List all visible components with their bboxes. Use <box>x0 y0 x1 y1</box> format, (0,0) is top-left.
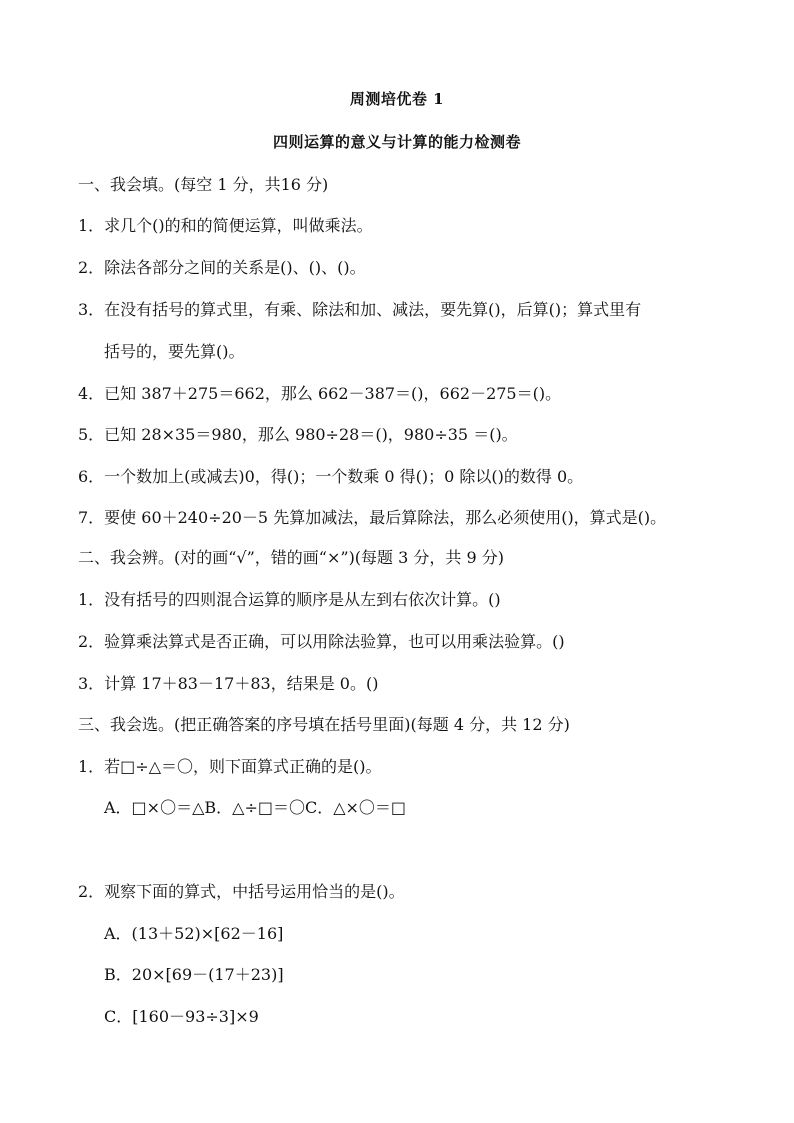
question-1-7: 7．要使 60＋240÷20－5 先算加减法，最后算除法，那么必须使用()，算式是()。 <box>78 508 667 527</box>
question-1-2: 2．除法各部分之间的关系是()、()、()。 <box>78 258 366 277</box>
question-1-4: 4．已知 387＋275＝662，那么 662－387＝()，662－275＝()。 <box>78 384 562 403</box>
question-1-5: 5．已知 28×35＝980，那么 980÷28＝()，980÷35 ＝()。 <box>78 425 518 444</box>
question-2-1: 1．没有括号的四则混合运算的顺序是从左到右依次计算。() <box>78 590 501 609</box>
question-2-3: 3．计算 17＋83－17＋83，结果是 0。() <box>78 674 379 693</box>
question-3-2-option-c: C．[160－93÷3]×9 <box>104 1007 259 1026</box>
question-3-1: 1．若□÷△＝〇，则下面算式正确的是()。 <box>78 757 382 776</box>
question-1-3-line1: 3．在没有括号的算式里，有乘、除法和加、减法，要先算()，后算()；算式里有 <box>78 300 642 319</box>
section-3-heading: 三、我会选。(把正确答案的序号填在括号里面)(每题 4 分，共 12 分) <box>78 715 570 734</box>
section-2-heading: 二、我会辨。(对的画“√”，错的画“×”)(每题 3 分，共 9 分) <box>78 548 504 567</box>
question-3-2: 2．观察下面的算式，中括号运用恰当的是()。 <box>78 882 405 901</box>
question-3-1-options: A．□×〇＝△B．△÷□＝〇C．△×〇＝□ <box>104 798 407 817</box>
page-subtitle: 四则运算的意义与计算的能力检测卷 <box>272 133 521 151</box>
question-1-1: 1．求几个()的和的简便运算，叫做乘法。 <box>78 216 373 235</box>
question-2-2: 2．验算乘法算式是否正确，可以用除法验算，也可以用乘法验算。() <box>78 632 565 651</box>
page-title: 周测培优卷 1 <box>349 90 445 108</box>
question-1-6: 6．一个数加上(或减去)0，得()；一个数乘 0 得()；0 除以()的数得 0。 <box>78 467 584 486</box>
question-1-3-line2: 括号的，要先算()。 <box>104 342 245 361</box>
question-3-2-option-a: A．(13＋52)×[62－16] <box>104 924 284 943</box>
question-3-2-option-b: B．20×[69－(17＋23)] <box>104 965 284 984</box>
section-1-heading: 一、我会填。(每空 1 分，共16 分) <box>78 175 329 194</box>
